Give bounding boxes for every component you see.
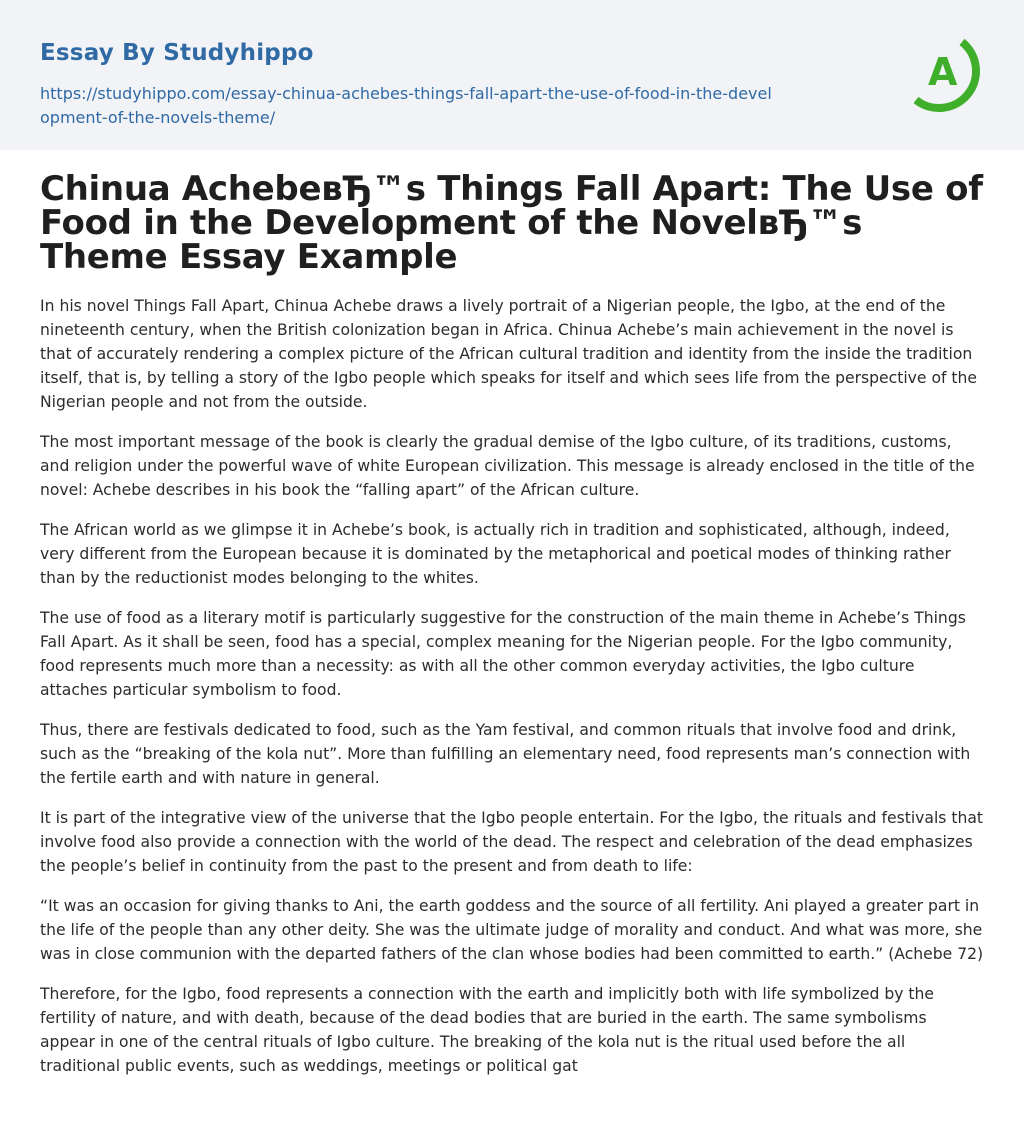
source-url-link[interactable]: https://studyhippo.com/essay-chinua-achebes-things-fall-apart-the-use-of-food-in-the-development-of-the-novels-theme/ — [40, 84, 772, 127]
paragraph: The most important message of the book is clearly the gradual demise of the Igbo culture, of its traditions, customs, and religion under the powerful wave of white European civilization. This message is already enclosed in the title of the novel: Achebe describes in his book the “falling apart” of the African culture. — [40, 433, 975, 499]
logo-letter: A — [928, 50, 958, 94]
paragraph: The use of food as a literary motif is particularly suggestive for the construction of the main theme in Achebe’s Things Fall Apart. As it shall be seen, food has a special, complex meaning for the Nigerian people. For the Igbo community, food represents much more than a necessity: as with all the other common everyday activities, the Igbo culture attaches particular symbolism to food. — [40, 609, 966, 699]
article-title: Chinua AchebeвЂ™s Things Fall Apart: The Use of Food in the Development of the NovelвЂ™s Theme Essay Example — [40, 169, 983, 277]
quote-paragraph: “It was an occasion for giving thanks to Ani, the earth goddess and the source of all fertility. Ani played a greater part in the life of the people than any other deity. She was the ultimate judge of morality and conduct. And what was more, she was in close communion with the departed fathers of the clan whose bodies had been committed to earth.” (Achebe 72) — [40, 897, 984, 963]
paragraph: The African world as we glimpse it in Achebe’s book, is actually rich in tradition and sophisticated, although, indeed, very different from the European because it is dominated by the metaphorical and poetical modes of thinking rather than by the reductionist modes belonging to the whites. — [40, 521, 951, 587]
site-title[interactable]: Essay By Studyhippo — [40, 40, 314, 66]
article — [0, 169, 1024, 1078]
paragraph: Therefore, for the Igbo, food represents a connection with the earth and implicitly both with life symbolized by the fertility of nature, and with death, because of the dead bodies that are buried in the earth. The same symbolisms appear in one of the central rituals of Igbo culture. The breaking of the kola nut is the ritual used before the all traditional public events, such as weddings, meetings or political gat — [40, 985, 935, 1075]
paragraph: In his novel Things Fall Apart, Chinua Achebe draws a lively portrait of a Nigerian people, the Igbo, at the end of the nineteenth century, when the British colonization began in Africa. Chinua Achebe’s main achievement in the novel is that of accurately rendering a complex picture of the African cultural tradition and identity from the inside the tradition itself, that is, by telling a story of the Igbo people which speaks for itself and which sees life from the perspective of the Nigerian people and not from the outside. — [40, 297, 978, 411]
paragraph: It is part of the integrative view of the universe that the Igbo people entertain. For the Igbo, the rituals and festivals that involve food also provide a connection with the world of the dead. The respect and celebration of the dead emphasizes the people’s belief in continuity from the past to the present and from death to life: — [40, 809, 984, 875]
paragraph: Thus, there are festivals dedicated to food, such as the Yam festival, and common rituals that involve food and drink, such as the “breaking of the kola nut”. More than fulfilling an elementary need, food represents man’s connection with the fertile earth and with nature in general. — [40, 721, 971, 787]
studyhippo-logo-icon[interactable] — [900, 30, 984, 114]
site-header — [0, 0, 1024, 150]
